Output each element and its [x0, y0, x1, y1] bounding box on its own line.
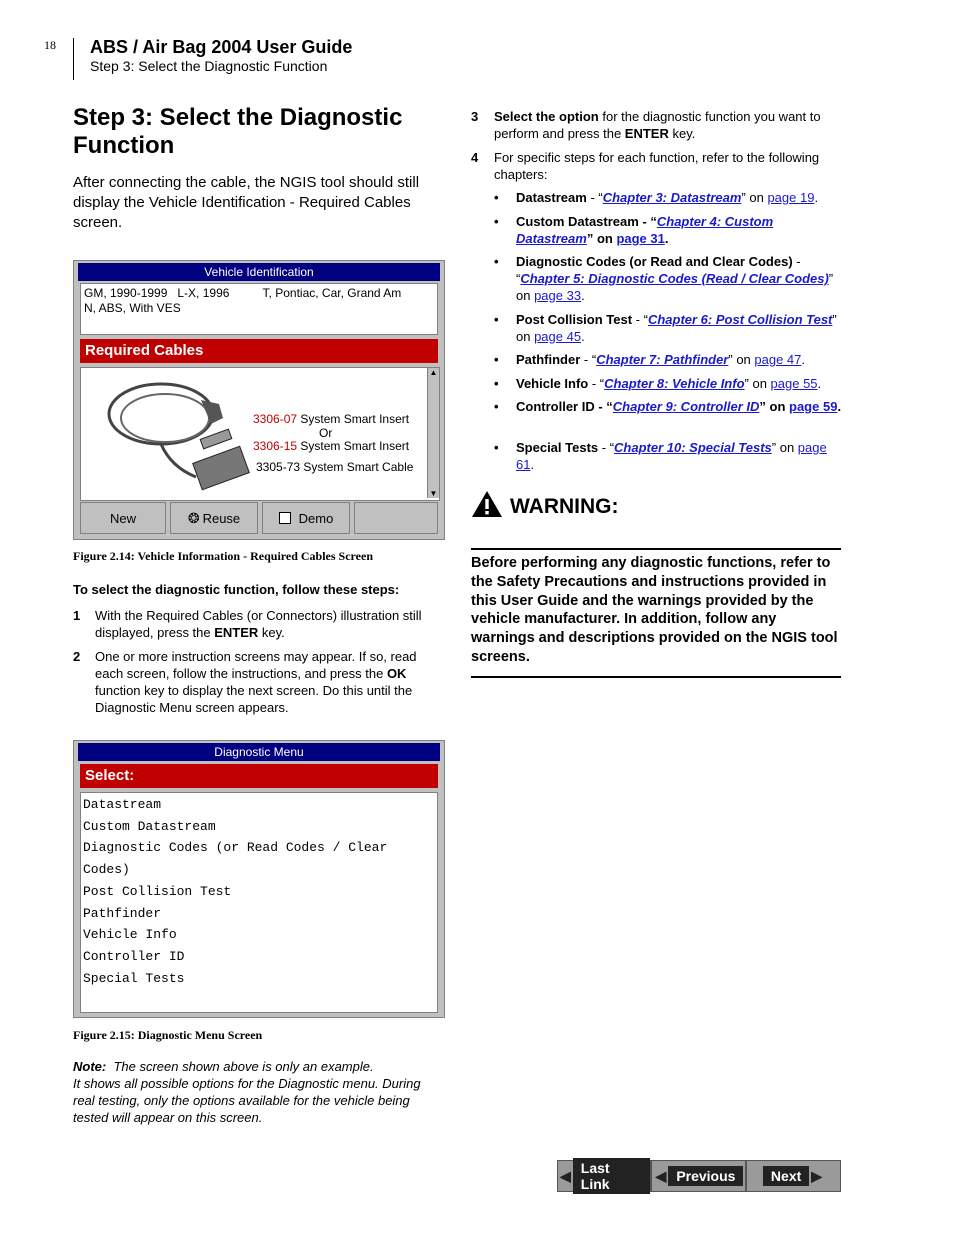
cable-illustration	[101, 372, 251, 497]
warning-title: WARNING:	[510, 495, 619, 518]
empty-function-button[interactable]	[354, 502, 438, 534]
steps-heading: To select the diagnostic function, follow these steps:	[73, 582, 400, 597]
scrollbar[interactable]	[427, 368, 439, 498]
required-cables-bar: Required Cables	[80, 339, 438, 363]
select-bar: Select:	[80, 764, 438, 788]
cables-illustration-box	[80, 367, 440, 501]
screen-title-bar: Diagnostic Menu	[78, 743, 440, 761]
link-chapter-8[interactable]: Chapter 8: Vehicle Info	[604, 376, 745, 391]
diagnostic-menu-list	[80, 792, 438, 1013]
intro-paragraph: After connecting the cable, the NGIS tool should still display the Vehicle Identification - Required Cables screen.	[73, 174, 420, 231]
link-page-19[interactable]: page 19	[767, 190, 815, 205]
link-chapter-4[interactable]: Chapter 4: Custom Datastream	[516, 214, 774, 246]
note	[73, 1058, 445, 1126]
link-chapter-6[interactable]: Chapter 6: Post Collision Test	[647, 312, 833, 327]
link-page-45[interactable]: page 45	[534, 329, 582, 344]
note-label: Note:	[73, 1059, 107, 1074]
step-2: 2 One or more instruction screens may appear. If so, read each screen, follow the instructions, and press the OK function key to display the next screen. Do this until the Diagnostic Menu screen appears.	[73, 649, 417, 715]
vehicle-line-1: GM, 1990-1999 L-X, 1996 T, Pontiac, Car, Grand Am	[84, 286, 402, 300]
reuse-icon: ❂	[187, 509, 200, 526]
link-page-59[interactable]: page 59	[789, 399, 838, 414]
menu-item-datastream[interactable]: Datastream	[83, 797, 162, 812]
link-chapter-9[interactable]: Chapter 9: Controller ID	[612, 399, 760, 414]
bullet-pathfinder: • Pathfinder - “Chapter 7: Pathfinder” on page 47.	[494, 352, 806, 367]
warning-icon	[471, 490, 503, 518]
screen-title-bar: Vehicle Identification	[78, 263, 440, 281]
menu-item-controller-id[interactable]: Controller ID	[83, 948, 185, 964]
part-1-number: 3306-07	[253, 412, 298, 426]
cable-part-2	[253, 439, 409, 453]
previous-button[interactable]: ◀ Previous	[651, 1160, 746, 1192]
step-4: 4 For specific steps for each function, refer to the following chapters:	[471, 150, 820, 182]
next-button[interactable]: Next ▶	[746, 1160, 841, 1192]
bullet-post-collision-test: • Post Collision Test - “Chapter 6: Post Collision Test” on page 45.	[494, 312, 837, 344]
cable-part-3: 3305-73 System Smart Cable	[256, 460, 414, 474]
link-page-55[interactable]: page 55	[770, 376, 818, 391]
page-number: 18	[44, 38, 56, 52]
link-page-61[interactable]: page 61	[516, 440, 827, 472]
reuse-button[interactable]: ❂ Reuse	[170, 502, 258, 534]
previous-arrow-icon: ◀	[655, 1167, 667, 1184]
link-chapter-5[interactable]: Chapter 5: Diagnostic Codes (Read / Clear Codes)	[520, 271, 829, 286]
note-rest: It shows all possible options for the Diagnostic menu. During real testing, only the options available for the vehicle being tested will appear on this screen.	[73, 1076, 421, 1125]
warning-text: Before performing any diagnostic functions, refer to the Safety Precautions and instructions provided in this User Guide and the warnings provided by the vehicle manufacturer. In addition, follow any warnings and descriptions provided on the NGIS tool screens.	[471, 555, 838, 665]
bullet-controller-id: • Controller ID - “Chapter 9: Controller ID” on page 59.	[494, 399, 842, 414]
link-page-47[interactable]: page 47	[754, 352, 802, 367]
back-arrow-icon: ◀	[560, 1167, 571, 1184]
bullet-special-tests: • Special Tests - “Chapter 10: Special Tests” on page 61.	[494, 440, 827, 472]
checkbox-icon	[279, 512, 291, 524]
new-button[interactable]: New	[80, 502, 166, 534]
cable-or: Or	[319, 426, 333, 440]
bullet-vehicle-info: • Vehicle Info - “Chapter 8: Vehicle Info” on page 55.	[494, 376, 822, 391]
note-line-1: The screen shown above is only an example.	[106, 1059, 374, 1074]
menu-item-post-collision-test[interactable]: Post Collision Test	[83, 883, 232, 899]
guide-title: ABS / Air Bag 2004 User Guide	[90, 37, 353, 57]
header-divider	[73, 38, 74, 80]
menu-item-custom-datastream[interactable]: Custom Datastream	[83, 818, 216, 834]
part-2-label: System Smart Insert	[300, 439, 410, 453]
guide-subtitle: Step 3: Select the Diagnostic Function	[90, 58, 328, 74]
link-page-31[interactable]: page 31	[616, 231, 665, 246]
demo-button[interactable]: Demo	[262, 502, 350, 534]
scroll-up-icon[interactable]: ▲	[429, 368, 438, 377]
bullet-custom-datastream: • Custom Datastream - “Chapter 4: Custom Datastream” on page 31.	[494, 214, 774, 246]
bullet-diagnostic-codes: • Diagnostic Codes (or Read and Clear Codes) - “Chapter 5: Diagnostic Codes (Read / Clear Codes)” on page 33.	[494, 254, 834, 303]
next-arrow-icon: ▶	[811, 1167, 823, 1184]
figure-caption-1: Figure 2.14: Vehicle Information - Required Cables Screen	[73, 549, 373, 563]
page-heading: Step 3: Select the Diagnostic Function	[73, 104, 403, 159]
link-chapter-3[interactable]: Chapter 3: Datastream	[602, 190, 742, 205]
step-1: 1 With the Required Cables (or Connectors) illustration still displayed, press the ENTER key.	[73, 608, 422, 640]
menu-item-special-tests[interactable]: Special Tests	[83, 970, 185, 986]
scroll-down-icon[interactable]: ▼	[429, 489, 438, 498]
part-2-number: 3306-15	[253, 439, 298, 453]
menu-item-vehicle-info[interactable]: Vehicle Info	[83, 927, 177, 943]
vehicle-identification-screen	[73, 260, 445, 540]
link-chapter-10[interactable]: Chapter 10: Special Tests	[614, 440, 772, 455]
link-chapter-7[interactable]: Chapter 7: Pathfinder	[596, 352, 729, 367]
bullet-datastream: • Datastream - “Chapter 3: Datastream” on page 19.	[494, 190, 819, 205]
warning-top-rule	[471, 548, 841, 550]
vehicle-line-2: N, ABS, With VES	[84, 301, 181, 315]
cable-part-1	[253, 412, 409, 426]
menu-item-diagnostic-codes[interactable]: Diagnostic Codes (or Read Codes / Clear Codes)	[83, 840, 388, 878]
last-link-button[interactable]: ◀ Last Link	[557, 1160, 651, 1192]
figure-caption-2: Figure 2.15: Diagnostic Menu Screen	[73, 1028, 263, 1042]
step-3: 3 Select the option for the diagnostic function you want to perform and press the ENTER key.	[471, 109, 821, 141]
warning-bottom-rule	[471, 676, 841, 678]
part-1-label: System Smart Insert	[300, 412, 410, 426]
vehicle-info-box	[80, 283, 438, 335]
link-page-33[interactable]: page 33	[534, 288, 582, 303]
diagnostic-menu-screen	[73, 740, 445, 1018]
menu-item-pathfinder[interactable]: Pathfinder	[83, 905, 162, 921]
